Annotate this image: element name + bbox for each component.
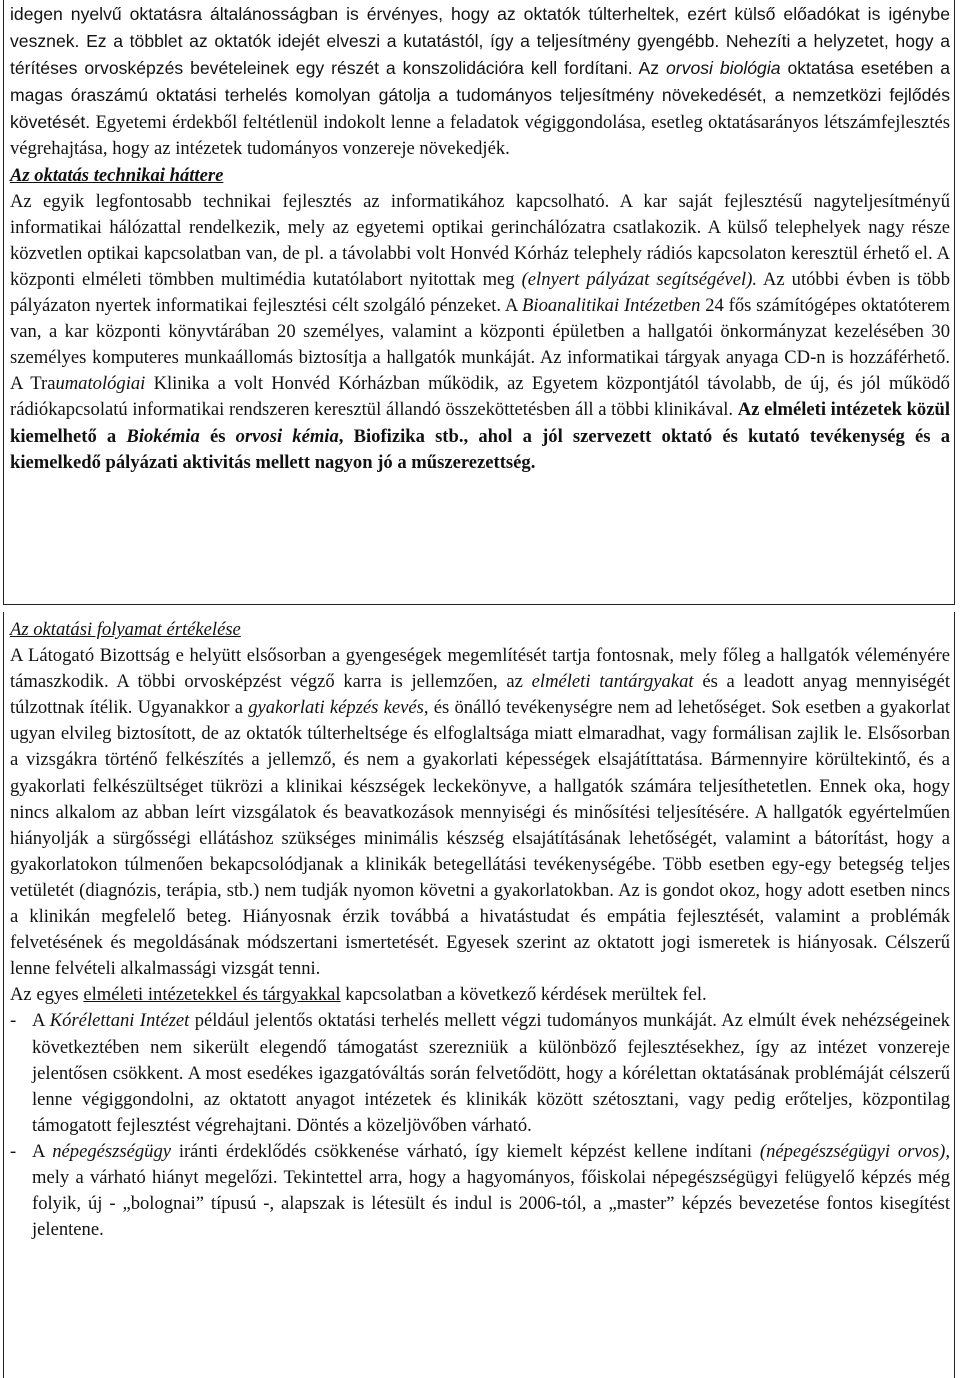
list-item: - A népegészségügy iránti érdeklődés csökkenése várható, így kiemelt képzést kellene indítani (népegészségügyi orvos), mely a várható hiányt megelőzi. Tekintettel arra, hogy a hagyományos, főiskolai népegészségügyi felügyelő képzés még folyik, új - „bolognai” típusú -, alapszak is létesült és indul is 2006-tól, a „master” képzés bevezetése fontos kisegítést jelentene. <box>10 1140 950 1241</box>
list-item: - A Kórélettani Intézet például jelentős oktatási terhelés mellett végzi tudományos munkáját. Az elmúlt évek nehézségeinek következtében nem sikerült elegendő támogatást szerezniük a különböző fejlesztésekhez, így az intézet vonzereje jelentősen csökkent. A most esedékes igazgatóváltás során felvetődött, hogy a kórélettan oktatásának problémáját célszerű lenne végiggondolni, az oktatott anyagot intézetek és klinikák között szétosztani, vagy pedig erőteljes, központilag támogatott fejlesztést végrehajtani. Döntés a közeljövőben várható. <box>10 1010 950 1136</box>
bottom-section <box>10 617 950 1243</box>
top-section <box>10 1 950 476</box>
section-heading-evaluation: Az oktatási folyamat értékelése <box>10 619 241 640</box>
paragraph-overload: idegen nyelvű oktatásra általánosságban is érvényes, hogy az oktatók túlterheltek, ezért külső előadókat is igénybe vesznek. Ez a többlet az oktatók idejét elveszi a kutatástól, így a teljesítmény gyengébb. Nehezíti a helyzetet, hogy a térítéses orvosképzés bevételeinek egy részét a konszolidációra kell fordítani. Az orvosi biológia oktatása esetében a magas óraszámú oktatási terhelés komolyan gátolja a tudományos teljesítmény növekedését, a nemzetközi fejlődés követését. Egyetemi érdekből feltétlenül indokolt lenne a feladatok végiggondolása, esetleg oktatásarányos létszámfejlesztés végrehajtása, hogy az intézetek tudományos vonzereje növekedjék. <box>10 4 950 160</box>
paragraph-evaluation: A Látogató Bizottság e helyütt elsősorban a gyengeségek megemlítését tartja fontosnak, mely főleg a hallgatók véleményére támaszkodik. A többi orvosképzést végző karra is jellemzően, az elméleti tantárgyakat és a leadott anyag mennyiségét túlzottnak ítélik. Ugyanakkor a gyakorlati képzés kevés, és önálló tevékenységre nem ad lehetőséget. Sok esetben a gyakorlat ugyan elvileg biztosított, de az oktatók túlterheltsége és elfoglaltsága miatt elmaradhat, vagy formálisan zajlik le. Elsősorban a vizsgákra történő felkészítés a jellemző, és nem a gyakorlati képességek elsajátíttatása. Bármennyire körültekintő, és a gyakorlati felkészültséget tükrözi a klinikai készségek leckekönyve, a hallgatók számára teljesíthetetlen. Ennek oka, hogy nincs alkalom az abban leírt vizsgálatok és beavatkozások mennyiségi és minősítési teljesítésére. A hallgatók egyértelműen hiányolják a sürgősségi ellátáshoz szükséges minimális készség elsajátításának lehetőségét, valamint a bátorítást, hogy a gyakorlatokon túlmenően bekapcsolódjanak a klinikák betegellátási tevékenységébe. Több esetben egy-egy betegség teljes vetületét (diagnózis, terápia, stb.) nem tudják nyomon követni a gyakorlatokban. Az is gondot okoz, hogy adott esetben nincs a klinikán megfelelő beteg. Hiányosnak érzik továbbá a hivatástudat és empátia fejlesztését, valamint a problémák felvetésének és megoldásának módszertani ismertetését. Egyesek szerint az oktatott jogi ismeretek is hiányosak. Célszerű lenne felvételi alkalmassági vizsgát tenni. <box>10 645 950 980</box>
paragraph-institutes-intro: Az egyes elméleti intézetekkel és tárgyakkal kapcsolatban a következő kérdések merültek fel. <box>10 984 707 1006</box>
section-heading-technical: Az oktatás technikai háttere <box>10 164 224 186</box>
paragraph-technical: Az egyik legfontosabb technikai fejlesztés az informatikához kapcsolható. A kar saját fejlesztésű nagyteljesítményű informatikai hálózattal rendelkezik, mely az egyetemi optikai gerinchálózatra csatlakozik. A külső telephelyek nagy része közvetlen optikai kapcsolatban van, de pl. a távolabbi volt Honvéd Kórház telephely rádiós kapcsolaton keresztül érhető el. A központi elméleti tömbben multimédia kutatólabort nyitottak meg (elnyert pályázat segítségével). Az utóbbi évben is több pályázaton nyertek informatikai fejlesztési célt szolgáló pénzeket. A Bioanalitikai Intézetben 24 fős számítógépes oktatóterem van, a kar központi könyvtárában 20 személyes, valamint a központi épületben a hallgatói önkormányzat kezelésében 30 személyes komputeres munkaállomás biztosítja a hallgatók munkáját. Az informatikai tárgyak anyaga CD-n is hozzáférhető. A Traumatológiai Klinika a volt Honvéd Kórházban működik, az Egyetem központjától távolabb, de új, és jól működő rádiókapcsolatú informatikai rendszeren keresztül állandó összeköttetésben áll a többi klinikával. Az elméleti intézetek közül kiemelhető a Biokémia és orvosi kémia, Biofizika stb., ahol a jól szervezett oktató és kutató tevékenység és a kiemelkedő pályázati aktivitás mellett nagyon jó a műszerezettség. <box>10 190 951 473</box>
